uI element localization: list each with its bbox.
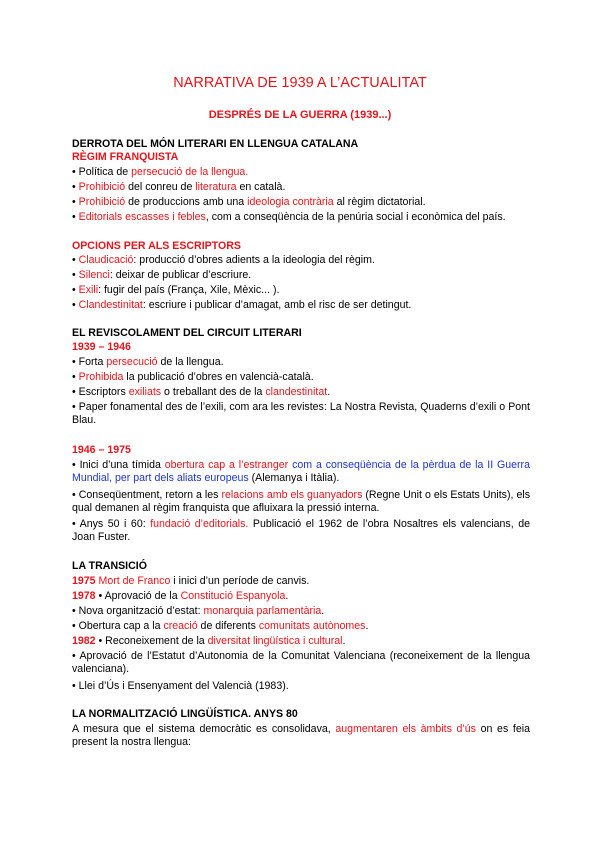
list-item: • Nova organització d’estat: monarquia parlamentària.	[72, 605, 325, 617]
paragraph: A mesura que el sistema democràtic es consolidava, augmentaren els àmbits d’ús on es feia present la nostra llengua:	[72, 723, 530, 748]
list-item: • Anys 50 i 60: fundació d’editorials. Publicació el 1962 de l’obra Nosaltres els valencians, de Joan Fuster.	[72, 518, 530, 543]
document-subtitle: DESPRÉS DE LA GUERRA (1939...)	[208, 109, 392, 121]
section-heading-transicio: LA TRANSICIÓ	[72, 560, 147, 572]
section-heading-normalitzacio: LA NORMALITZACIÓ LINGÜÍSTICA. ANYS 80	[72, 708, 298, 720]
list-item: • Inici d’una tímida obertura cap a l’estranger com a conseqüència de la pèrdua de la II Guerra Mundial, per part dels aliats europeus (Alemanya i Itàlia).	[72, 459, 530, 484]
list-item: • Paper fonamental des de l’exili, com ara les revistes: La Nostra Revista, Quaderns d’exili o Pont Blau.	[72, 401, 530, 426]
period-heading-1939-1946: 1939 – 1946	[72, 341, 131, 353]
list-item: • Prohibició de produccions amb una ideologia contrària al règim dictatorial.	[72, 196, 426, 208]
document-title: NARRATIVA DE 1939 A L’ACTUALITAT	[173, 75, 427, 91]
list-item: • Conseqüentment, retorn a les relacions amb els guanyadors (Regne Unit o els Estats Units), els qual demanen al règim franquista que afluixara la pressió interna.	[72, 489, 530, 514]
list-item: • Aprovació de l’Estatut d’Autonomia de la Comunitat Valenciana (reconeixement de la llengua valenciana).	[72, 650, 530, 675]
list-item: • Clandestinitat: escriure i publicar d’amagat, amb el risc de ser detingut.	[72, 299, 412, 311]
section-heading-reviscolament: EL REVISCOLAMENT DEL CIRCUIT LITERARI	[72, 327, 302, 339]
list-item: • Forta persecució de la llengua.	[72, 356, 224, 368]
list-item: • Llei d’Ús i Ensenyament del Valencià (1983).	[72, 680, 289, 692]
list-item: • Silenci: deixar de publicar d’escriure.	[72, 269, 252, 281]
list-item: 1975 Mort de Franco i inici d’un període de canvis.	[72, 575, 310, 587]
period-heading-1946-1975: 1946 – 1975	[72, 444, 131, 456]
list-item: • Obertura cap a la creació de diferents comunitats autònomes.	[72, 620, 369, 632]
list-item: 1978 • Aprovació de la Constitució Espanyola.	[72, 590, 289, 602]
section-heading-derrota: DERROTA DEL MÓN LITERARI EN LLENGUA CATALANA	[72, 138, 359, 150]
section-heading-opcions: OPCIONS PER ALS ESCRIPTORS	[72, 240, 241, 252]
list-item: • Editorials escasses i febles, com a conseqüència de la penúria social i econòmica del país.	[72, 211, 506, 223]
list-item: • Prohibició del conreu de literatura en català.	[72, 181, 286, 193]
list-item: 1982 • Reconeixement de la diversitat lingüística i cultural.	[72, 635, 346, 647]
list-item: • Política de persecució de la llengua.	[72, 166, 249, 178]
list-item: • Prohibida la publicació d’obres en valencià-català.	[72, 371, 314, 383]
list-item: • Claudicació: producció d’obres adients a la ideologia del règim.	[72, 254, 375, 266]
list-item: • Escriptors exiliats o treballant des de la clandestinitat.	[72, 386, 331, 398]
section-subheading-regim: RÈGIM FRANQUISTA	[72, 151, 179, 163]
list-item: • Exili: fugir del país (França, Xile, Mèxic... ).	[72, 284, 280, 296]
